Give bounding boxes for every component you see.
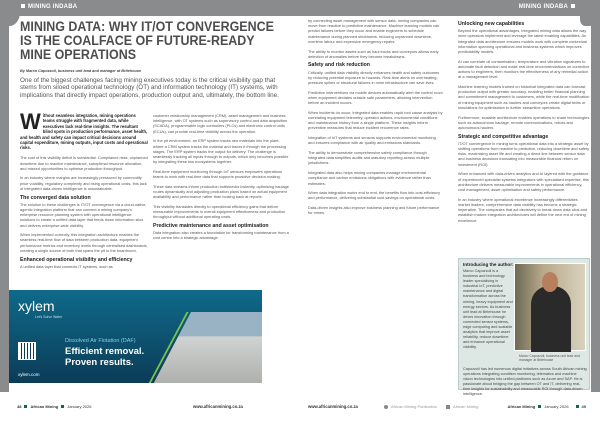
paragraph: When enhanced with data-driven analytics and AI layered with the guidance of experienced specialist systems integrators with specialised expertise, this architecture delivers measurable improvements in operational efficiency, cost management, asset optimisation and safety performance. xyxy=(458,171,589,192)
paragraph: Predictive interventions via mobile devices automatically alert the control room when equipment deviates outside safe parameters, allowing intervention before an incident occurs. xyxy=(308,89,443,106)
paragraph: Machine learning models trained on historical integrated data can forecast production output with greater accuracy, enabling better financial planning and commitment management to customers, while the real-time modification of mining equipment such as haulers and conveyors create digital twins or simulations for optimisation to further streamline operations. xyxy=(458,84,590,110)
ad-product: Dissolved Air Flotation (DAF) xyxy=(65,338,136,344)
subheading: Unlocking new capabilities xyxy=(458,21,525,27)
footer-website[interactable]: www.africanmining.co.za xyxy=(193,404,243,409)
photo-caption: Marco Capozzoli, business unit lead and manager at Britehouse xyxy=(519,354,580,363)
ad-headline xyxy=(65,346,144,368)
social-links xyxy=(384,404,478,409)
column-3 xyxy=(308,18,443,398)
green-square-icon xyxy=(538,405,541,408)
qr-code-icon[interactable] xyxy=(18,342,36,360)
xylem-advertisement[interactable] xyxy=(9,290,262,383)
issue-date: January 2026 xyxy=(67,404,92,409)
subheading: Safety and risk reduction xyxy=(308,62,370,69)
column-4 xyxy=(458,20,590,256)
paragraph: Critically, unified data visibility directly enhances health and safety outcomes by reducing potential exposure to hazards. Real-time alerts on overheating, pressure spikes or structural failures in mine infrastructure can save lives. xyxy=(308,69,440,86)
green-square-icon xyxy=(61,405,64,408)
paragraph: Furthermore, scalable architecture enables operations to share technologies such as autonomous haulage, remote communications, robots and autonomous haulers. xyxy=(458,114,590,130)
africa-map-icon xyxy=(0,0,20,26)
social-label[interactable]: African Mining xyxy=(453,404,479,409)
page-number: 48 xyxy=(17,404,22,409)
green-square-icon xyxy=(24,405,27,408)
side-band xyxy=(0,0,9,392)
article-title: MINING DATA: WHY IT/OT CONVERGENCE IS THE COALFACE OF FUTURE-READY MINE OPERATIONS xyxy=(20,19,274,62)
paragraph: Beyond the operational advantages, integrated mining data allows the way mine operators implement and leverage the latest enabling capabilities. An integrated data architecture ensures models work with complete contextual information spanning operational and business systems which improves predictability models. xyxy=(458,28,587,55)
paragraph: The cost of this visibility deficit is substantial. Compliance risks, unplanned downtime due to reactive maintenance, suboptimal resource allocation, and missed opportunities to optimise production throughput. xyxy=(20,155,148,171)
paragraph: The ability to monitor assets such as haul trucks and conveyors allows early detection of anomalies before they become breakdowns. xyxy=(308,48,439,59)
ad-headline-1: Efficient removal. xyxy=(65,346,145,357)
author-heading: Introducing the author: xyxy=(463,262,514,267)
author-more: Capozzoli has led numerous digital initiatives across South African mining operations integrating condition monitoring, telematics and machine vision technologies into unified platforms such as Azure and SAP. He is passionate about bridging the gap between OT and IT, delivering real-time insights for sustainability and measurable ROI through data-driven intelligence. xyxy=(463,367,587,396)
ad-url[interactable]: xylem.com xyxy=(18,372,40,377)
paragraph: AI can correlate oil contamination, temperature and vibration signatures to automate fault detection and make real-time recommendations on corrective actions to engineers, then monitors the effectiveness of any remedial action at a management level. xyxy=(458,58,590,80)
paragraph: When implemented correctly, this integration architecture enables the seamless real-time flow of data between production data, equipment performance metrics and inventory levels through centralised dashboards, creating a single source of truth that spans the pit to the boardroom. xyxy=(20,232,148,253)
footer-right xyxy=(508,404,586,409)
author-photo xyxy=(514,263,586,351)
social-icon[interactable] xyxy=(446,405,450,409)
byline: By Marco Capozzoli, business unit lead and manager at Britehouse xyxy=(20,69,142,73)
section-tag-label: MINING INDABA xyxy=(28,4,78,10)
side-band xyxy=(591,0,600,392)
xylem-logo: xylem xyxy=(18,298,55,314)
lead-text: ithout seamless integration, mining operations teams struggle with fragmented data, while executives lack real-time insights. The resultant blind spots in production performance, asset health, and health and safety can impact critical decisions around capital expenditure, mining outputs, input costs and operational risks. xyxy=(20,113,148,151)
paragraph: When incidents do occur, integrated data enables rapid root cause analysis by correlating equipment telemetry, operator actions, environmental conditions and maintenance history from a single platform. These insights inform preventive measures that reduce incident recurrence rates. xyxy=(308,109,443,131)
footer-left xyxy=(17,404,91,409)
author-bio: Marco Capozzoli is a business and technology leader specialising in industrial IoT, predictive maintenance and digital transformation across the mining, heavy equipment and energy sectors. As business unit lead at Britehouse he drives innovation through connected sensor systems, edge computing and scalable analytics that improve asset reliability, reduce downtime and enhance operational visibility. xyxy=(463,269,513,350)
page-number: 49 xyxy=(581,404,586,409)
subheading: Predictive maintenance and asset optimisation xyxy=(153,222,269,229)
paragraph: When data integration works end to end, the benefits flow into cost-efficiency and performance, delivering substantial cost savings on operational costs. xyxy=(308,190,441,201)
paragraph: The solution to these challenges is IT/OT convergence via a cloud-native, agentic integration platform that can connect a mining company's enterprise resource planning system with operational intelligence solutions to create a unified data layer that feeds down information silos and delivers enterprise-wide visibility. xyxy=(20,201,147,228)
paragraph: by connecting asset management with sensor data, mining companies can move from reactive to predictive maintenance. Machine learning models can predict failures before they occur and enable engineers to schedule maintenance during planned shutdowns, reducing unplanned downtime, overtime labour and expensive emergency repairs. xyxy=(308,18,440,44)
paragraph: Data integration also creates a foundation for transforming maintenance from a cost centre into a strategic advantage. xyxy=(153,230,289,241)
magazine-name: African Mining xyxy=(507,404,536,409)
column-1 xyxy=(20,109,148,274)
social-icon[interactable] xyxy=(384,405,388,409)
subheading: Strategic and competitive advantage xyxy=(458,133,549,140)
section-tag xyxy=(519,4,578,10)
column-2 xyxy=(153,113,291,288)
paragraph: In the pit environment, an ERP system tracks raw materials into the plant, where a CRM system tracks the material and traces it through the processing stages. The ERP system tracks the output for delivery. The challenge is seamlessly tracking all inputs through to outputs, which only becomes possible by integrating these two ecosystems together. xyxy=(153,138,289,165)
ad-headline-2: Proven results. xyxy=(65,357,134,368)
section-tag-label: MINING INDABA xyxy=(518,4,568,10)
subheading: The converged data solution xyxy=(20,194,91,201)
paragraph: This visibility translates directly to operational efficiency gains that deliver measurable improvements in overall equipment effectiveness and production throughput without additional operating costs. xyxy=(153,203,286,220)
paragraph: These data streams inform production bottlenecks instantly, optimising haulage routes dynamically and adjusting production plans based on actual equipment availability and performance rather than looking back at reports. xyxy=(153,183,289,200)
paragraph: customer relationship management (CRM), asset management and business intelligence, with OT systems such as supervisory control and data acquisition (SCADA), programmable logic controllers (PLCs) and electronic control units (ECUs), can provide real-time visibility across the operation. xyxy=(153,113,288,134)
paragraph: A unified data layer that connects IT systems, such as xyxy=(20,263,113,269)
magazine-name: African Mining xyxy=(30,404,59,409)
right-page xyxy=(300,0,600,424)
paragraph: In an industry where operational excellence increasingly differentiates market leaders, comprehensive data visibility has become a strategic imperative. The companies that act decisively to break down data silos and establish mature integration architectures will define the next era of mining excellence. xyxy=(458,196,588,223)
paragraph: IT/OT convergence in mining turns operational data into a strategic asset by shifting operations from reactive to predictive, reducing downtime and safety risks, maximising asset life and creating a direct line between sensor data and business decisions translating into measurable financial return on investment (ROI). xyxy=(458,140,590,167)
dropcap: W xyxy=(20,109,41,134)
issue-date: January 2026 xyxy=(544,404,569,409)
paragraph: In an industry where margins are increasingly pressured by commodity price volatility, regulatory complexity and rising operational costs, this lack of integrated data-driven intelligence is unsustainable. xyxy=(20,175,147,191)
footer-website[interactable]: www.africanmining.co.za xyxy=(308,404,358,409)
paragraph: Data-driven insights also improve business planning and future performance for mines. xyxy=(308,205,440,216)
author-box xyxy=(458,258,590,396)
standfirst: One of the biggest challenges facing mining executives today is the critical visibility gap that stems from siloed operational technology (OT) and information technology (IT) systems, with implications that directly impact operations, production output and, ultimately, the bottom line. xyxy=(20,77,279,99)
social-label[interactable]: African Mining Publication xyxy=(391,404,438,409)
subheading: Enhanced operational visibility and efficiency xyxy=(20,256,133,263)
section-tag xyxy=(18,4,77,10)
green-square-icon xyxy=(576,405,579,408)
paragraph: The ability to demonstrate comprehensive safety compliance through integrated data simplifies audits and statutory reporting across multiple jurisdictions. xyxy=(308,150,430,166)
paragraph: Real-time equipment monitoring through IoT sensors empowers operations teams to work with real-time data that supports proactive decision-making. xyxy=(153,168,283,180)
lead-paragraph xyxy=(20,109,148,151)
paragraph: Integration of IoT systems and sensors supports environmental monitoring and ensures compliance with air quality and emissions standards. xyxy=(308,135,436,146)
ad-slogan: Let's Solve Water xyxy=(35,315,63,319)
paragraph: Integrated data also helps mining companies manage environmental compliance and carbon emissions obligations with evidence rather than estimates. xyxy=(308,170,431,186)
